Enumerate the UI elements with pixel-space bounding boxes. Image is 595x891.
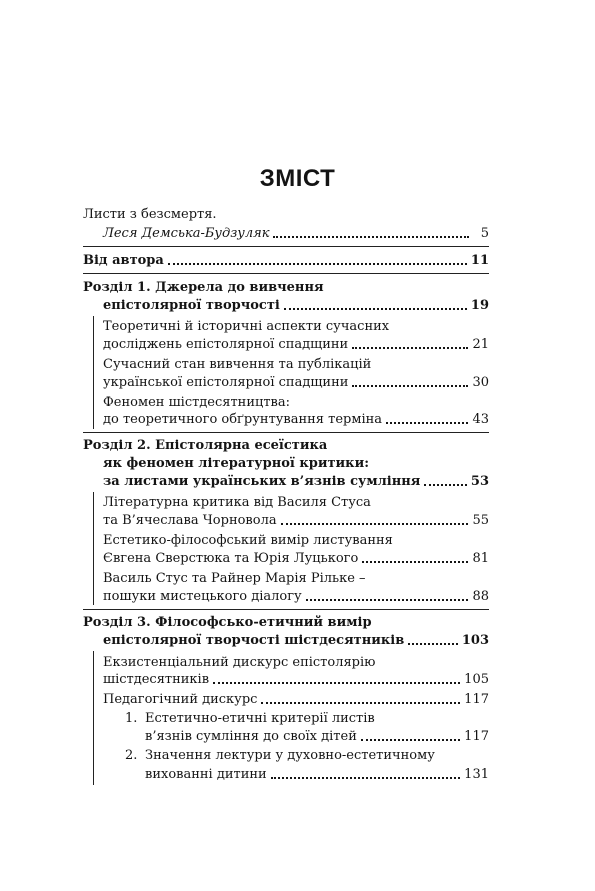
toc-subitem-cont[interactable] — [145, 765, 489, 784]
section1-title: Розділ 1. Джерела до вивчення — [83, 280, 324, 295]
toc-item-cont[interactable] — [103, 373, 489, 392]
toc-item[interactable] — [103, 317, 389, 336]
section3-subtitle: епістолярної творчості шістдесятників — [103, 633, 405, 648]
toc-item-cont[interactable] — [103, 410, 489, 429]
leader-dots — [361, 739, 460, 741]
toc-item[interactable] — [103, 531, 393, 550]
toc-subitem[interactable] — [145, 746, 435, 765]
item-title: Феномен шістдесятництва: — [103, 395, 290, 410]
leader-dots — [271, 777, 460, 779]
divider — [83, 273, 489, 274]
leader-dots — [362, 561, 468, 563]
item-title-cont: Євгена Сверстюка та Юрія Луцького — [103, 551, 359, 566]
page-number: 131 — [464, 767, 489, 782]
toc-entry-from-author[interactable] — [83, 251, 489, 270]
leader-dots — [352, 385, 468, 387]
toc-item-cont[interactable] — [103, 335, 489, 354]
leader-dots — [261, 702, 460, 704]
page-number: 117 — [464, 729, 489, 744]
item-title: Педагогічний дискурс — [103, 692, 258, 707]
toc-subitem-cont[interactable] — [145, 727, 489, 746]
section3-title: Розділ 3. Філософсько-етичний вимір — [83, 615, 372, 630]
toc-item-cont[interactable] — [103, 511, 489, 530]
page-number: 103 — [461, 633, 489, 648]
section1-subtitle: епістолярної творчості — [103, 298, 280, 313]
item-title: Василь Стус та Райнер Марія Рільке – — [103, 571, 366, 586]
section2-heading[interactable] — [83, 436, 327, 455]
subitem-title-cont: в’язнів сумління до своїх дітей — [145, 729, 357, 744]
foreword-author: Леся Демська-Будзуляк — [103, 226, 270, 241]
subitem-number: 1. — [125, 711, 138, 726]
page-number: 105 — [464, 672, 489, 687]
page-number: 117 — [464, 692, 489, 707]
page-number: 88 — [472, 589, 489, 604]
section2-heading-cont[interactable] — [103, 454, 369, 473]
leader-dots — [284, 308, 467, 310]
page-number: 30 — [472, 375, 489, 390]
toc-item-cont[interactable] — [103, 587, 489, 606]
page-number: 5 — [480, 226, 489, 241]
section2-subtitle: як феномен літературної критики: — [103, 456, 370, 471]
item-title: Сучасний стан вивчення та публікацій — [103, 357, 372, 372]
leader-dots — [408, 643, 458, 645]
item-title: Естетико-філософський вимір листування — [103, 533, 393, 548]
toc-item[interactable] — [103, 493, 371, 512]
section3-heading-cont[interactable] — [103, 631, 489, 650]
toc-entry-foreword[interactable] — [83, 205, 217, 224]
item-title-cont: української епістолярної спадщини — [103, 375, 349, 390]
item-title: Теоретичні й історичні аспекти сучасних — [103, 319, 390, 334]
subitem-title: Естетично-етичні критерії листів — [145, 711, 375, 726]
toc-item[interactable] — [103, 569, 366, 588]
toc-item-cont[interactable] — [103, 670, 489, 689]
page-number: 43 — [472, 412, 489, 427]
item-title: Екзистенціальний дискурс епістолярію — [103, 655, 376, 670]
subitem-title-cont: вихованні дитини — [145, 767, 267, 782]
foreword-title: Листи з безсмертя. — [83, 207, 217, 222]
leader-dots — [352, 347, 468, 349]
item-title-cont: та В’ячеслава Чорновола — [103, 513, 277, 528]
leader-dots — [424, 484, 467, 486]
item-title-cont: до теоретичного обґрунтування терміна — [103, 412, 383, 427]
page-title: ЗМІСТ — [259, 165, 336, 192]
page-number: 81 — [472, 551, 489, 566]
leader-dots — [273, 236, 469, 238]
section1-heading[interactable] — [83, 278, 324, 297]
divider — [83, 246, 489, 247]
divider — [83, 432, 489, 433]
item-title: Літературна критика від Василя Стуса — [103, 495, 371, 510]
leader-dots — [281, 523, 469, 525]
leader-dots — [168, 263, 467, 265]
subitem-title: Значення лектури у духовно-естетичному — [145, 748, 435, 763]
toc-subitem[interactable] — [145, 709, 375, 728]
toc-item[interactable] — [103, 355, 371, 374]
section-bracket — [93, 492, 94, 605]
subitem-number: 2. — [125, 748, 138, 763]
section-bracket — [93, 316, 94, 429]
divider — [83, 609, 489, 610]
leader-dots — [306, 599, 469, 601]
page-number: 55 — [472, 513, 489, 528]
section3-heading[interactable] — [83, 613, 372, 632]
item-title-cont: досліджень епістолярної спадщини — [103, 337, 349, 352]
toc-item-pedagogic[interactable] — [103, 690, 489, 709]
leader-dots — [386, 422, 468, 424]
toc-item-cont[interactable] — [103, 549, 489, 568]
toc-entry-foreword-author[interactable] — [103, 224, 489, 243]
section2-subtitle-2: за листами українських в’язнів сумління — [103, 474, 421, 489]
page-number: 53 — [470, 474, 489, 489]
section2-title: Розділ 2. Епістолярна есеїстика — [83, 438, 328, 453]
page-number: 19 — [470, 298, 489, 313]
section2-heading-cont[interactable] — [103, 472, 489, 491]
item-title-cont: шістдесятників — [103, 672, 210, 687]
page-number: 21 — [472, 337, 489, 352]
leader-dots — [213, 682, 460, 684]
page-number: 11 — [470, 253, 489, 268]
from-author-label: Від автора — [83, 253, 164, 268]
section1-heading-cont[interactable] — [103, 296, 489, 315]
item-title-cont: пошуки мистецького діалогу — [103, 589, 302, 604]
section-bracket — [93, 651, 94, 785]
